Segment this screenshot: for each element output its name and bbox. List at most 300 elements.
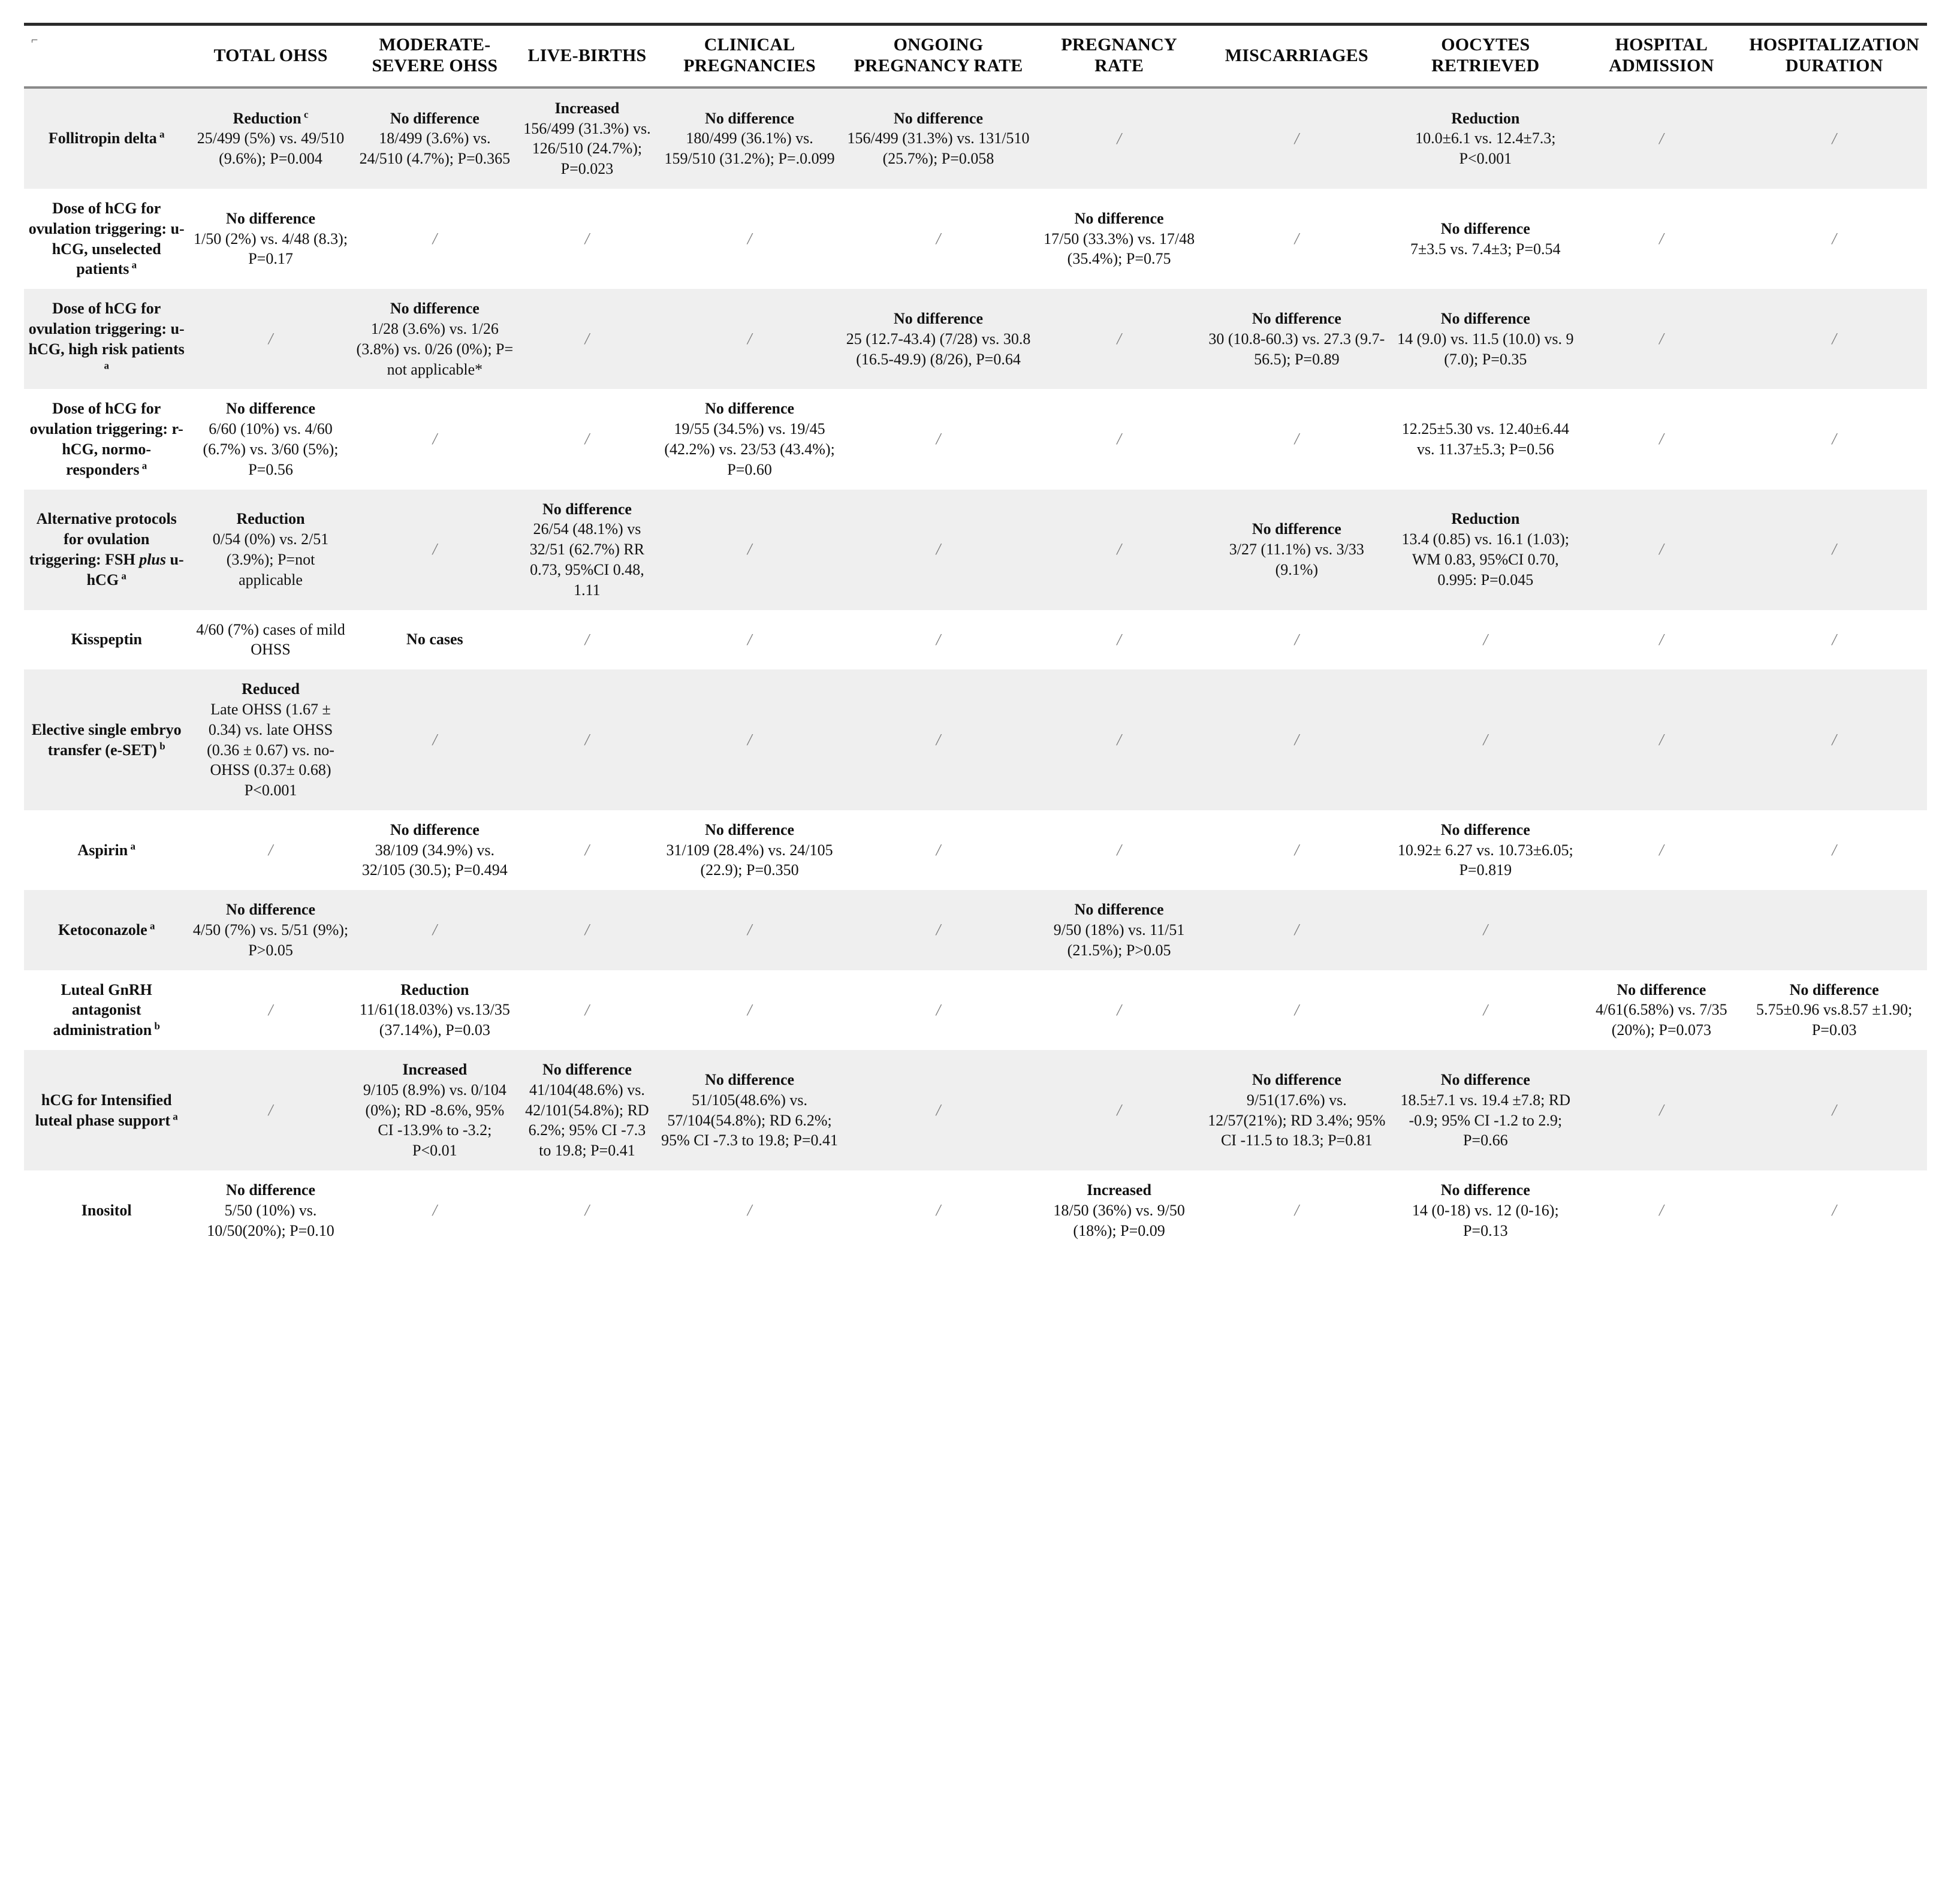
no-data-marker: / (1294, 841, 1299, 859)
cell-clinical_pregnancies (657, 890, 843, 970)
no-data-marker: / (268, 330, 273, 348)
cell-ongoing_pregnancy_rate (842, 810, 1034, 890)
cell-clinical_pregnancies (657, 1050, 843, 1170)
no-data-marker: / (1659, 230, 1664, 248)
cell-value: 19/55 (34.5%) vs. 19/45 (42.2%) vs. 23/53 (43.4%); P=0.60 (664, 420, 835, 478)
cell-value: 6/60 (10%) vs. 4/60 (6.7%) vs. 3/60 (5%); P=0.56 (203, 420, 339, 478)
cell-moderate_severe_ohss (352, 87, 517, 189)
no-data-marker: / (1659, 330, 1664, 348)
footnote-marker: a (104, 359, 109, 371)
cell-ongoing_pregnancy_rate (842, 389, 1034, 489)
cell-hospital_admission (1581, 970, 1741, 1050)
cell-clinical_pregnancies (657, 389, 843, 489)
cell-miscarriages (1204, 1050, 1390, 1170)
footnote-marker: a (147, 920, 155, 932)
column-header-hospital-admission: HOSPITAL ADMISSION (1581, 25, 1741, 87)
cell-total_ohss (189, 1050, 352, 1170)
ohss-interventions-table (24, 23, 1927, 1250)
cell-outcome-label: No difference (1789, 980, 1879, 998)
cell-value: 51/105(48.6%) vs. 57/104(54.8%); RD 6.2%; 95% CI -7.3 to 19.8; P=0.41 (661, 1091, 839, 1149)
cell-pregnancy_rate (1035, 189, 1204, 289)
no-data-marker: / (1294, 230, 1299, 248)
table-row (24, 189, 1927, 289)
cell-miscarriages (1204, 189, 1390, 289)
cell-live_births (517, 1170, 657, 1250)
cell-total_ohss (189, 669, 352, 810)
cell-outcome-label: No difference (1440, 820, 1530, 838)
table-row (24, 890, 1927, 970)
no-data-marker: / (432, 1201, 438, 1220)
cell-oocytes_retrieved (1389, 289, 1581, 389)
column-header-pregnancy-rate: PREGNANCY RATE (1035, 25, 1204, 87)
cell-value: 12.25±5.30 vs. 12.40±6.44 vs. 11.37±5.3; P=0.56 (1401, 420, 1569, 458)
cell-clinical_pregnancies (657, 1170, 843, 1250)
cell-pregnancy_rate (1035, 1050, 1204, 1170)
no-data-marker: / (432, 540, 438, 559)
cell-total_ohss (189, 189, 352, 289)
cell-miscarriages (1204, 610, 1390, 670)
row-header-intervention: Kisspeptin (24, 610, 189, 670)
cell-value: 9/105 (8.9%) vs. 0/104 (0%); RD -8.6%, 95% CI -13.9% to -3.2; P<0.01 (363, 1081, 506, 1160)
cell-outcome-label: No difference (1252, 520, 1341, 538)
cell-oocytes_retrieved (1389, 189, 1581, 289)
cell-ongoing_pregnancy_rate (842, 1170, 1034, 1250)
cell-hospital_admission (1581, 669, 1741, 810)
no-data-marker: / (1659, 430, 1664, 448)
cell-outcome-label: Increased (1087, 1181, 1152, 1199)
cell-value: 4/60 (7%) cases of mild OHSS (196, 620, 345, 659)
no-data-marker: / (1294, 730, 1299, 749)
cell-live_births (517, 810, 657, 890)
table-row (24, 389, 1927, 489)
no-data-marker: / (1294, 1201, 1299, 1220)
cell-outcome-label: Reduction (1451, 510, 1520, 528)
cell-value: 14 (0-18) vs. 12 (0-16); P=0.13 (1412, 1201, 1559, 1239)
row-header-intervention: hCG for Intensified luteal phase support $^a$ (24, 1050, 189, 1170)
cell-value: 5/50 (10%) vs. 10/50(20%); P=0.10 (207, 1201, 334, 1239)
no-data-marker: / (1294, 1000, 1299, 1019)
cell-hospital_admission (1581, 1170, 1741, 1250)
cell-outcome-label: No difference (390, 820, 480, 838)
cell-total_ohss (189, 890, 352, 970)
cell-moderate_severe_ohss (352, 289, 517, 389)
cell-oocytes_retrieved (1389, 490, 1581, 610)
cell-miscarriages (1204, 389, 1390, 489)
row-header-intervention: Ketoconazole $^a$ (24, 890, 189, 970)
no-data-marker: / (268, 1000, 273, 1019)
cell-value: 18/50 (36%) vs. 9/50 (18%); P=0.09 (1053, 1201, 1185, 1239)
cell-value: 1/50 (2%) vs. 4/48 (8.3); P=0.17 (193, 230, 348, 268)
cell-hospitalization_duration (1741, 189, 1927, 289)
cell-oocytes_retrieved (1389, 1170, 1581, 1250)
no-data-marker: / (584, 1201, 590, 1220)
cell-outcome-label: Reduction (400, 980, 469, 998)
no-data-marker: / (1659, 841, 1664, 859)
cell-hospital_admission (1581, 490, 1741, 610)
cell-hospitalization_duration (1741, 389, 1927, 489)
cell-ongoing_pregnancy_rate (842, 669, 1034, 810)
cell-hospital_admission (1581, 189, 1741, 289)
table-row (24, 87, 1927, 189)
cell-pregnancy_rate (1035, 890, 1204, 970)
cell-clinical_pregnancies (657, 970, 843, 1050)
footnote-marker: b (152, 1020, 160, 1032)
no-data-marker: / (1294, 630, 1299, 648)
cell-value: 17/50 (33.3%) vs. 17/48 (35.4%); P=0.75 (1044, 230, 1195, 268)
no-data-marker: / (936, 230, 941, 248)
cell-miscarriages (1204, 87, 1390, 189)
no-data-marker: / (936, 430, 941, 448)
table-header (24, 25, 1927, 87)
cell-total_ohss (189, 490, 352, 610)
row-header-intervention: Elective single embryo transfer (e-SET) $^b$ (24, 669, 189, 810)
cell-outcome-label: No difference (1440, 310, 1530, 328)
table-row (24, 610, 1927, 670)
no-data-marker: / (747, 540, 752, 559)
cell-live_births (517, 1050, 657, 1170)
cell-value: 10.0±6.1 vs. 12.4±7.3; P<0.001 (1415, 129, 1556, 168)
cell-value: 25 (12.7-43.4) (7/28) vs. 30.8 (16.5-49.9) (8/26), P=0.64 (846, 330, 1031, 368)
cell-outcome-label: Reduction (236, 510, 305, 528)
cell-moderate_severe_ohss (352, 1050, 517, 1170)
cell-hospital_admission (1581, 890, 1741, 970)
no-data-marker: / (1483, 630, 1488, 648)
cell-moderate_severe_ohss (352, 890, 517, 970)
no-data-marker: / (1832, 1201, 1837, 1220)
table-row (24, 289, 1927, 389)
cell-clinical_pregnancies (657, 490, 843, 610)
cell-clinical_pregnancies (657, 189, 843, 289)
no-data-marker: / (1117, 630, 1121, 648)
header-row (24, 25, 1927, 87)
page-corner-mark: ⌐ (31, 34, 38, 47)
no-data-marker: / (1117, 841, 1121, 859)
cell-hospital_admission (1581, 87, 1741, 189)
emphasised-word: plus (139, 551, 167, 569)
cell-oocytes_retrieved (1389, 1050, 1581, 1170)
cell-live_births (517, 490, 657, 610)
cell-value: 18/499 (3.6%) vs. 24/510 (4.7%); P=0.365 (359, 129, 511, 168)
row-header-intervention: Aspirin $^a$ (24, 810, 189, 890)
column-header-oocytes-retrieved: OOCYTES RETRIEVED (1389, 25, 1581, 87)
cell-value: 156/499 (31.3%) vs. 131/510 (25.7%); P=0.058 (847, 129, 1030, 168)
cell-live_births (517, 610, 657, 670)
cell-live_births (517, 87, 657, 189)
cell-miscarriages (1204, 669, 1390, 810)
cell-ongoing_pregnancy_rate (842, 289, 1034, 389)
cell-hospitalization_duration (1741, 970, 1927, 1050)
cell-pregnancy_rate (1035, 669, 1204, 810)
no-data-marker: / (936, 1201, 941, 1220)
cell-value: 3/27 (11.1%) vs. 3/33 (9.1%) (1229, 541, 1364, 578)
no-data-marker: / (747, 630, 752, 648)
cell-value: 9/50 (18%) vs. 11/51 (21.5%); P>0.05 (1053, 921, 1185, 959)
cell-miscarriages (1204, 1170, 1390, 1250)
cell-value: 41/104(48.6%) vs. 42/101(54.8%); RD 6.2%; 95% CI -7.3 to 19.8; P=0.41 (525, 1081, 649, 1160)
no-data-marker: / (584, 630, 590, 648)
no-data-marker: / (584, 841, 590, 859)
cell-oocytes_retrieved (1389, 669, 1581, 810)
no-data-marker: / (1832, 730, 1837, 749)
no-data-marker: / (747, 230, 752, 248)
cell-moderate_severe_ohss (352, 970, 517, 1050)
no-data-marker: / (584, 430, 590, 448)
no-data-marker: / (1483, 1000, 1488, 1019)
no-data-marker: / (1659, 730, 1664, 749)
cell-live_births (517, 970, 657, 1050)
row-header-intervention: Dose of hCG for ovulation triggering: u-hCG, unselected patients $^a$ (24, 189, 189, 289)
cell-hospital_admission (1581, 1050, 1741, 1170)
cell-hospitalization_duration (1741, 87, 1927, 189)
footnote-marker: a (128, 840, 135, 852)
cell-outcome-label: No difference (894, 310, 983, 328)
column-header-clinical-pregnancies: CLINICAL PREGNANCIES (657, 25, 843, 87)
row-header-intervention: Dose of hCG for ovulation triggering: r-hCG, normo-responders $^a$ (24, 389, 189, 489)
cell-value: 13.4 (0.85) vs. 16.1 (1.03); WM 0.83, 95%CI 0.70, 0.995: P=0.045 (1401, 530, 1570, 589)
cell-clinical_pregnancies (657, 610, 843, 670)
cell-hospitalization_duration (1741, 490, 1927, 610)
cell-outcome-label: No difference (226, 400, 316, 418)
cell-outcome-label: No difference (1440, 219, 1530, 237)
cell-pregnancy_rate (1035, 1170, 1204, 1250)
cell-value: 0/54 (0%) vs. 2/51 (3.9%); P=not applicable (212, 530, 329, 589)
cell-total_ohss (189, 389, 352, 489)
no-data-marker: / (1832, 540, 1837, 559)
cell-outcome-label: No cases (406, 630, 463, 648)
cell-oocytes_retrieved (1389, 87, 1581, 189)
cell-outcome-label: No difference (542, 1061, 632, 1079)
no-data-marker: / (1294, 430, 1299, 448)
table-row (24, 1170, 1927, 1250)
cell-live_births (517, 890, 657, 970)
footnote-marker: a (156, 128, 165, 140)
no-data-marker: / (1832, 330, 1837, 348)
cell-hospitalization_duration (1741, 669, 1927, 810)
cell-hospitalization_duration (1741, 289, 1927, 389)
no-data-marker: / (1117, 129, 1121, 147)
no-data-marker: / (936, 1000, 941, 1019)
no-data-marker: / (432, 430, 438, 448)
cell-value: 25/499 (5%) vs. 49/510 (9.6%); P=0.004 (197, 129, 345, 168)
row-header-intervention: Follitropin delta $^a$ (24, 87, 189, 189)
cell-value: 18.5±7.1 vs. 19.4 ±7.8; RD -0.9; 95% CI -1.2 to 2.9; P=0.66 (1400, 1091, 1571, 1149)
cell-outcome-label: No difference (1252, 1070, 1341, 1088)
no-data-marker: / (747, 330, 752, 348)
footnote-marker: c (301, 108, 309, 120)
no-data-marker: / (936, 921, 941, 939)
cell-outcome-label: No difference (226, 209, 316, 227)
cell-total_ohss (189, 289, 352, 389)
footnote-marker: a (139, 460, 147, 472)
no-data-marker: / (1832, 430, 1837, 448)
no-data-marker: / (432, 230, 438, 248)
cell-pregnancy_rate (1035, 610, 1204, 670)
column-header-total-ohss: TOTAL OHSS (189, 25, 352, 87)
cell-outcome-label: Increased (402, 1061, 468, 1079)
no-data-marker: / (1832, 630, 1837, 648)
no-data-marker: / (1832, 230, 1837, 248)
no-data-marker: / (747, 730, 752, 749)
cell-value: 11/61(18.03%) vs.13/35 (37.14%), P=0.03 (359, 1001, 510, 1039)
cell-moderate_severe_ohss (352, 1170, 517, 1250)
cell-total_ohss (189, 610, 352, 670)
cell-miscarriages (1204, 970, 1390, 1050)
cell-miscarriages (1204, 810, 1390, 890)
cell-live_births (517, 389, 657, 489)
no-data-marker: / (1659, 540, 1664, 559)
cell-miscarriages (1204, 289, 1390, 389)
table-body (24, 87, 1927, 1251)
no-data-marker: / (1832, 841, 1837, 859)
table-row (24, 970, 1927, 1050)
no-data-marker: / (1832, 1101, 1837, 1119)
cell-total_ohss (189, 970, 352, 1050)
cell-pregnancy_rate (1035, 490, 1204, 610)
cell-value: Late OHSS (1.67 ± 0.34) vs. late OHSS (0.36 ± 0.67) vs. no-OHSS (0.37± 0.68) P<0.001 (207, 700, 334, 799)
cell-live_births (517, 189, 657, 289)
cell-hospitalization_duration (1741, 1170, 1927, 1250)
cell-value: 31/109 (28.4%) vs. 24/105 (22.9); P=0.350 (666, 841, 833, 879)
cell-ongoing_pregnancy_rate (842, 189, 1034, 289)
cell-live_births (517, 289, 657, 389)
cell-hospital_admission (1581, 389, 1741, 489)
cell-value: 1/28 (3.6%) vs. 1/26 (3.8%) vs. 0/26 (0%); P= not applicable* (356, 319, 514, 378)
cell-total_ohss (189, 87, 352, 189)
cell-outcome-label: No difference (390, 300, 480, 318)
cell-value: 38/109 (34.9%) vs. 32/105 (30.5); P=0.494 (361, 841, 508, 879)
cell-oocytes_retrieved (1389, 970, 1581, 1050)
no-data-marker: / (268, 1101, 273, 1119)
cell-ongoing_pregnancy_rate (842, 490, 1034, 610)
cell-hospital_admission (1581, 289, 1741, 389)
table-row (24, 1050, 1927, 1170)
cell-outcome-label: No difference (1074, 901, 1164, 919)
no-data-marker: / (268, 841, 273, 859)
cell-outcome-label: No difference (894, 109, 983, 127)
no-data-marker: / (1117, 730, 1121, 749)
cell-hospitalization_duration (1741, 810, 1927, 890)
no-data-marker: / (747, 921, 752, 939)
cell-outcome-label: Increased (554, 99, 620, 117)
cell-pregnancy_rate (1035, 389, 1204, 489)
cell-hospital_admission (1581, 610, 1741, 670)
no-data-marker: / (584, 921, 590, 939)
no-data-marker: / (584, 730, 590, 749)
cell-value: 10.92± 6.27 vs. 10.73±6.05; P=0.819 (1397, 841, 1573, 879)
cell-pregnancy_rate (1035, 87, 1204, 189)
cell-value: 4/50 (7%) vs. 5/51 (9%); P>0.05 (192, 921, 349, 959)
cell-outcome-label: Reduced (242, 680, 300, 698)
no-data-marker: / (1659, 1201, 1664, 1220)
no-data-marker: / (432, 921, 438, 939)
no-data-marker: / (1659, 630, 1664, 648)
no-data-marker: / (1832, 129, 1837, 147)
no-data-marker: / (1294, 921, 1299, 939)
cell-oocytes_retrieved (1389, 890, 1581, 970)
footnote-marker: b (156, 740, 165, 752)
cell-outcome-label: Reduction $^c$ (233, 108, 309, 127)
cell-ongoing_pregnancy_rate (842, 610, 1034, 670)
cell-ongoing_pregnancy_rate (842, 970, 1034, 1050)
no-data-marker: / (1483, 730, 1488, 749)
cell-live_births (517, 669, 657, 810)
cell-outcome-label: No difference (705, 1070, 795, 1088)
no-data-marker: / (1117, 330, 1121, 348)
column-header-moderate-severe-ohss: MODERATE-SEVERE OHSS (352, 25, 517, 87)
cell-outcome-label: No difference (1252, 310, 1341, 328)
cell-outcome-label: No difference (390, 109, 480, 127)
cell-pregnancy_rate (1035, 810, 1204, 890)
cell-moderate_severe_ohss (352, 389, 517, 489)
row-header-intervention: Luteal GnRH antagonist administration $^b$ (24, 970, 189, 1050)
cell-moderate_severe_ohss (352, 490, 517, 610)
cell-outcome-label: No difference (1440, 1070, 1530, 1088)
cell-oocytes_retrieved (1389, 389, 1581, 489)
cell-hospital_admission (1581, 810, 1741, 890)
column-header-miscarriages: MISCARRIAGES (1204, 25, 1390, 87)
cell-moderate_severe_ohss (352, 810, 517, 890)
cell-outcome-label: No difference (705, 400, 795, 418)
footnote-marker: a (119, 570, 126, 582)
cell-outcome-label: No difference (705, 820, 795, 838)
cell-value: 4/61(6.58%) vs. 7/35 (20%); P=0.073 (1596, 1001, 1727, 1039)
column-header-hospitalization-duration: HOSPITALIZATION DURATION (1741, 25, 1927, 87)
cell-outcome-label: No difference (1440, 1181, 1530, 1199)
cell-clinical_pregnancies (657, 87, 843, 189)
table-row (24, 810, 1927, 890)
footnote-marker: a (129, 259, 137, 271)
cell-hospitalization_duration (1741, 610, 1927, 670)
no-data-marker: / (747, 1201, 752, 1220)
no-data-marker: / (1483, 921, 1488, 939)
cell-value: 26/54 (48.1%) vs 32/51 (62.7%) RR 0.73, 95%CI 0.48, 1.11 (529, 520, 645, 599)
cell-outcome-label: Reduction (1451, 109, 1520, 127)
no-data-marker: / (1659, 129, 1664, 147)
table-row (24, 490, 1927, 610)
cell-moderate_severe_ohss (352, 189, 517, 289)
cell-outcome-label: No difference (705, 109, 795, 127)
cell-total_ohss (189, 810, 352, 890)
cell-clinical_pregnancies (657, 289, 843, 389)
row-header-intervention: Alternative protocols for ovulation triggering: FSH plus u-hCG $^a$ (24, 490, 189, 610)
cell-ongoing_pregnancy_rate (842, 87, 1034, 189)
no-data-marker: / (936, 630, 941, 648)
no-data-marker: / (584, 1000, 590, 1019)
cell-value: 5.75±0.96 vs.8.57 ±1.90; P=0.03 (1756, 1001, 1913, 1039)
cell-pregnancy_rate (1035, 289, 1204, 389)
column-header-ongoing-pregnancy-rate: ONGOING PREGNANCY RATE (842, 25, 1034, 87)
cell-clinical_pregnancies (657, 810, 843, 890)
cell-oocytes_retrieved (1389, 810, 1581, 890)
cell-total_ohss (189, 1170, 352, 1250)
column-header-live-births: LIVE-BIRTHS (517, 25, 657, 87)
no-data-marker: / (1117, 1101, 1121, 1119)
no-data-marker: / (584, 230, 590, 248)
footnote-marker: a (170, 1110, 178, 1122)
cell-value: 9/51(17.6%) vs. 12/57(21%); RD 3.4%; 95% CI -11.5 to 18.3; P=0.81 (1208, 1091, 1386, 1149)
cell-pregnancy_rate (1035, 970, 1204, 1050)
cell-hospitalization_duration (1741, 890, 1927, 970)
cell-hospitalization_duration (1741, 1050, 1927, 1170)
row-header-intervention: Inositol (24, 1170, 189, 1250)
cell-outcome-label: No difference (542, 500, 632, 518)
no-data-marker: / (1117, 430, 1121, 448)
no-data-marker: / (1294, 129, 1299, 147)
cell-clinical_pregnancies (657, 669, 843, 810)
no-data-marker: / (1659, 1101, 1664, 1119)
no-data-marker: / (936, 730, 941, 749)
cell-oocytes_retrieved (1389, 610, 1581, 670)
